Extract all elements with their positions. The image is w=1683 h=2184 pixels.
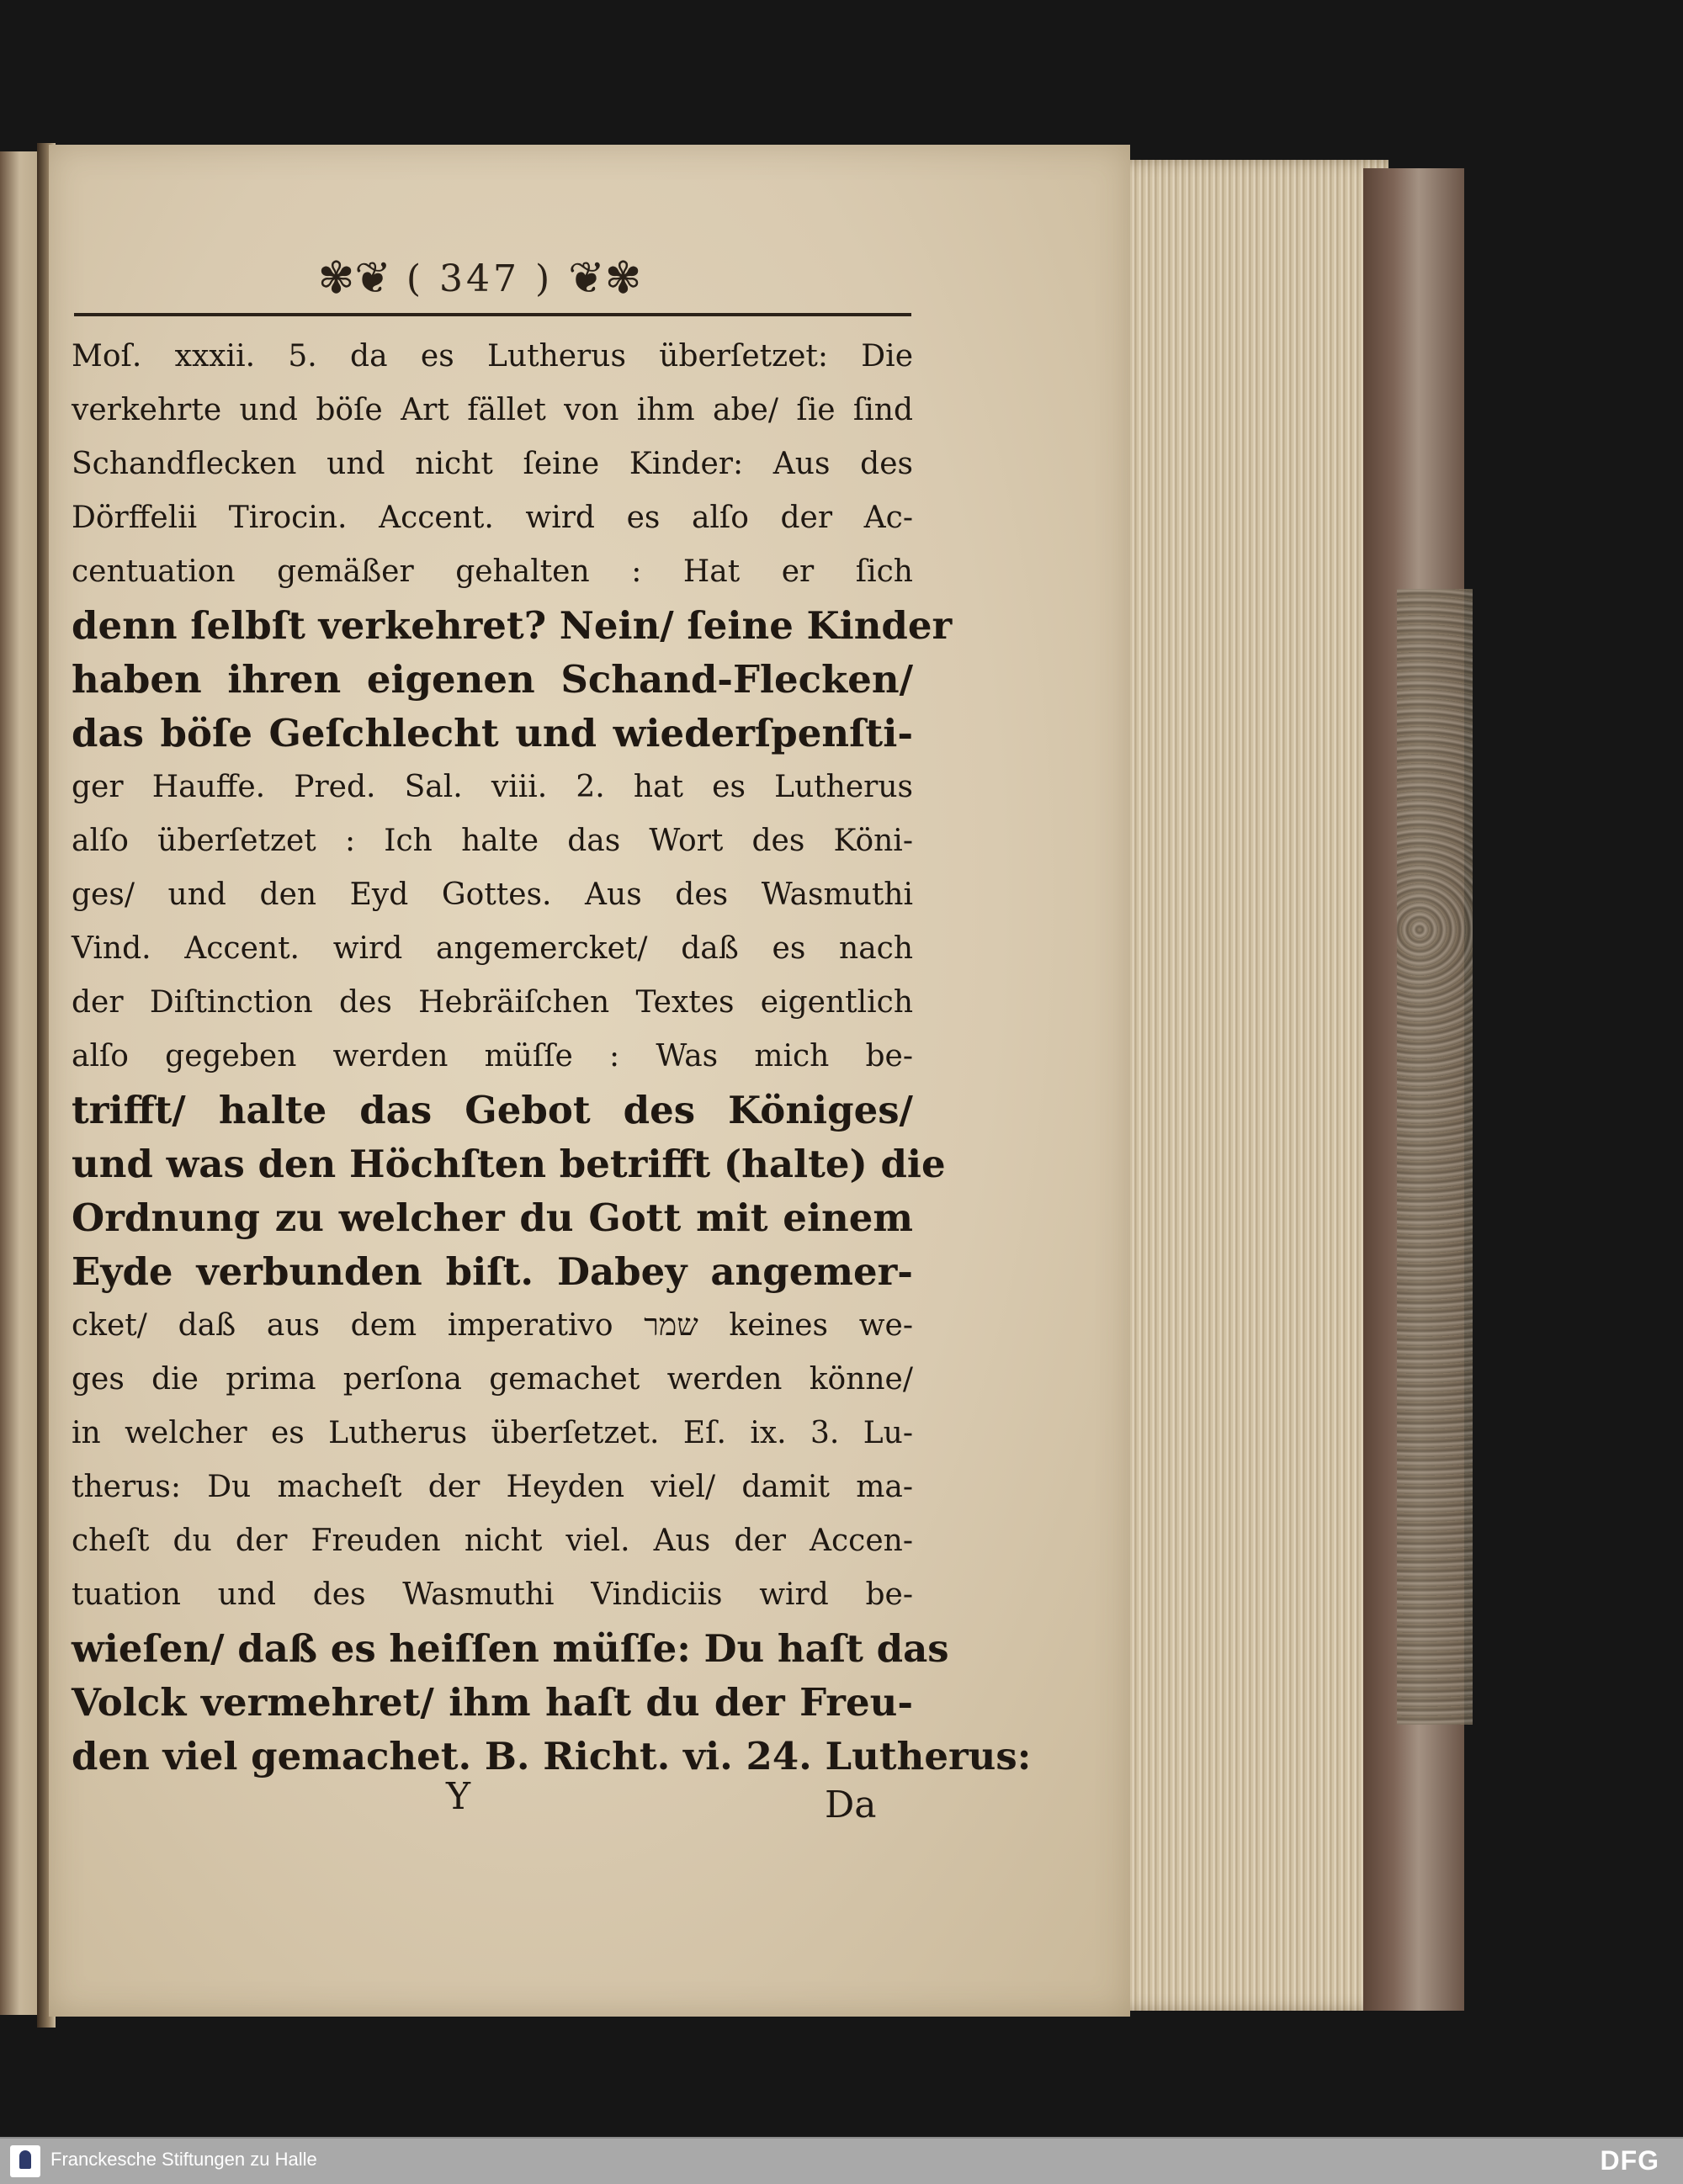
text-line: denn ſelbſt verkehret? Nein/ ſeine Kinder (72, 603, 953, 648)
ornament-left-icon: ✾❦ (317, 253, 391, 304)
page-edges (1111, 160, 1388, 2011)
text-line: cheſt du der Freuden nicht viel. Aus der Accen- (72, 1524, 913, 1558)
text-line: ges/ und den Eyd Gottes. Aus des Wasmuthi (72, 877, 913, 912)
text-line: therus: Du macheſt der Heyden viel/ damit ma- (72, 1470, 913, 1504)
text-line: Schandflecken und nicht ſeine Kinder: Aus des (72, 447, 913, 481)
dfg-logo: DFG (1600, 2145, 1659, 2176)
institution-name: Franckesche Stiftungen zu Halle (50, 2149, 317, 2170)
text-line: centuation gemäßer gehalten : Hat er ſich (72, 554, 913, 589)
text-line: Ordnung zu welcher du Gott mit einem (72, 1195, 913, 1240)
text-line: ger Hauffe. Pred. Sal. viii. 2. hat es Lutherus (72, 770, 913, 804)
text-line: trifft/ halte das Gebot des Königes/ (72, 1088, 913, 1132)
header-rule (74, 313, 911, 316)
viewer-footer (0, 2137, 1683, 2184)
institution-logo-icon (10, 2145, 40, 2177)
text-line: Moſ. xxxii. 5. da es Lutherus überſetzet: Die (72, 339, 913, 374)
ornament-right-icon: ❦✾ (568, 253, 642, 304)
text-line: in welcher es Lutherus überſetzet. Eſ. ix. 3. Lu- (72, 1416, 913, 1450)
catchword: Da (825, 1784, 877, 1826)
text-line: den viel gemachet. B. Richt. vi. 24. Lutherus: (72, 1734, 1032, 1778)
text-line: und was den Höchſten betrifft (halte) die (72, 1142, 946, 1186)
signature-mark: Y (446, 1775, 471, 1818)
page-number: ( 347 ) (406, 257, 554, 300)
text-line: tuation und des Wasmuthi Vindiciis wird be- (72, 1577, 913, 1612)
text-line: Dörffelii Tirocin. Accent. wird es alſo der Ac- (72, 501, 913, 535)
text-line: alſo überſetzet : Ich halte das Wort des Köni- (72, 824, 913, 858)
page-header (303, 249, 656, 308)
text-line: Vind. Accent. wird angemercket/ daß es nach (72, 931, 913, 966)
text-line: cket/ daß aus dem imperativo שמר keines we- (72, 1308, 913, 1343)
text-line: alſo gegeben werden müſſe : Was mich be- (72, 1039, 913, 1073)
text-line: das böſe Geſchlecht und wiederſpenſti- (72, 711, 913, 755)
text-line: ges die prima perſona gemachet werden könne/ (72, 1362, 913, 1397)
marbled-cover (1397, 589, 1473, 1725)
text-line: Volck vermehret/ ihm haſt du der Freu- (72, 1680, 913, 1725)
text-block (72, 330, 1032, 1784)
text-line: Eyde verbunden biſt. Dabey angemer- (72, 1249, 913, 1294)
text-line: verkehrte und böſe Art fället von ihm abe/ ſie ſind (72, 393, 913, 427)
text-line: haben ihren eigenen Schand-Flecken/ (72, 657, 913, 702)
text-line: der Diſtinction des Hebräiſchen Textes eigentlich (72, 985, 913, 1020)
text-line: wieſen/ daß es heiſſen müſſe: Du haſt das (72, 1626, 949, 1671)
